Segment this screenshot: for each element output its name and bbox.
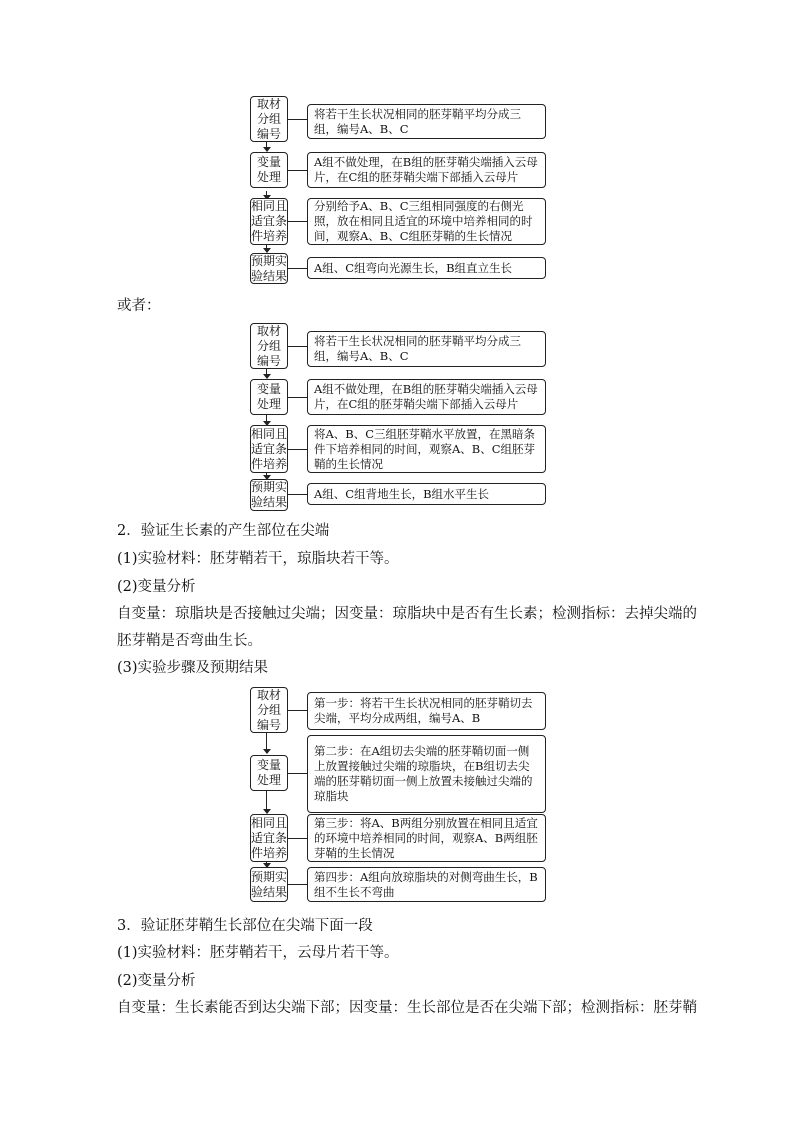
- step-text-box: [307, 257, 546, 279]
- section-3-material: (1)实验材料：胚芽鞘若干，云母片若干等。: [117, 945, 399, 961]
- step-label-text: 变量处理: [256, 758, 281, 787]
- step-label-text: 预期实验结果: [251, 869, 288, 899]
- step-label-text: 预期实验结果: [251, 253, 288, 283]
- section-2-title: 2．验证生长素的产生部位在尖端: [117, 523, 330, 539]
- step-label-text: 相同且适宜条件培养: [251, 199, 288, 243]
- step-label-text: 取材分组编号: [256, 687, 281, 732]
- step-label: [250, 253, 288, 284]
- step-text-box: [307, 483, 546, 505]
- step-text: 将A、B、C三组胚芽鞘水平放置，在黑暗条件下培养相同的时间，观察A、B、C组胚芽鞘的生长情况: [314, 426, 536, 471]
- or-text: 或者：: [117, 298, 161, 314]
- step-connector: [288, 838, 307, 839]
- step-connector: [288, 397, 307, 398]
- section-2-variable-title: (2)变量分析: [117, 579, 196, 595]
- step-text-box: [307, 425, 546, 473]
- step-connector: [288, 119, 307, 120]
- section-2-variable-line2: 胚芽鞘是否弯曲生长。: [117, 633, 262, 649]
- step-text-box: [307, 198, 546, 245]
- flow-arrow-icon: [263, 749, 271, 754]
- step-label-text: 变量处理: [256, 155, 281, 184]
- step-label-text: 取材分组编号: [256, 323, 281, 368]
- step-text: A组不做处理，在B组的胚芽鞘尖端插入云母片，在C组的胚芽鞘尖端下部插入云母片: [314, 155, 538, 184]
- section-2-variable-line1: 自变量：琼脂块是否接触过尖端；因变量：琼脂块中是否有生长素；检测指标：去掉尖端的: [117, 606, 697, 622]
- step-label: [250, 479, 288, 511]
- step-text-box: [307, 104, 546, 139]
- step-text: 第二步：在A组切去尖端的胚芽鞘切面一侧上放置接触过尖端的琼脂块，在B组切去尖端的胚芽鞘切面一侧上放置未接触过尖端的琼脂块: [314, 744, 533, 803]
- step-connector: [288, 710, 307, 711]
- step-connector: [288, 494, 307, 495]
- step-connector: [288, 884, 307, 885]
- step-label: [250, 323, 288, 369]
- step-connector: [288, 221, 307, 222]
- step-label-text: 相同且适宜条件培养: [251, 426, 288, 471]
- step-connector: [288, 170, 307, 171]
- step-text: 分别给予A、B、C三组相同强度的右侧光照，放在相同且适宜的环境中培养相同的时间，观察A、B、C组胚芽鞘的生长情况: [314, 199, 533, 243]
- step-connector: [288, 268, 307, 269]
- step-text-box: [307, 867, 546, 902]
- step-text: 第一步：将若干生长状况相同的胚芽鞘切去尖端，平均分成两组，编号A、B: [314, 696, 533, 725]
- step-connector: [288, 449, 307, 450]
- step-text: 第三步：将A、B两组分别放置在相同且适宜的环境中培养相同的时间，观察A、B两组胚芽鞘的生长情况: [314, 815, 538, 860]
- step-text: 将若干生长状况相同的胚芽鞘平均分成三组，编号A、B、C: [314, 334, 521, 363]
- section-2-material: (1)实验材料：胚芽鞘若干，琼脂块若干等。: [117, 551, 399, 567]
- step-text-box: [307, 735, 546, 813]
- section-2-steps-title: (3)实验步骤及预期结果: [117, 660, 269, 676]
- section-3-variable-title: (2)变量分析: [117, 973, 196, 989]
- step-label: [250, 96, 288, 142]
- step-label: [250, 687, 288, 733]
- step-text: A组不做处理，在B组的胚芽鞘尖端插入云母片，在C组的胚芽鞘尖端下部插入云母片: [314, 382, 538, 411]
- step-text: 将若干生长状况相同的胚芽鞘平均分成三组，编号A、B、C: [314, 106, 521, 136]
- step-text: 第四步：A组向放琼脂块的对侧弯曲生长，B组不生长不弯曲: [314, 869, 538, 899]
- step-connector: [288, 773, 307, 774]
- step-connector: [288, 346, 307, 347]
- step-label: [250, 814, 288, 862]
- section-3-variable-line1: 自变量：生长素能否到达尖端下部；因变量：生长部位是否在尖端下部；检测指标：胚芽鞘: [117, 1000, 697, 1016]
- step-label: [250, 198, 288, 245]
- step-text-box: [307, 379, 546, 415]
- step-text: A组、C组弯向光源生长，B组直立生长: [314, 260, 513, 275]
- step-text-box: [307, 814, 546, 862]
- step-label: [250, 867, 288, 902]
- step-label: [250, 755, 288, 791]
- step-text: A组、C组背地生长，B组水平生长: [314, 486, 490, 501]
- step-label: [250, 152, 288, 188]
- step-label: [250, 425, 288, 473]
- step-label-text: 取材分组编号: [256, 96, 281, 141]
- step-label-text: 相同且适宜条件培养: [251, 815, 288, 860]
- step-text-box: [307, 331, 546, 367]
- step-text-box: [307, 692, 546, 730]
- section-3-title: 3．验证胚芽鞘生长部位在尖端下面一段: [117, 918, 373, 934]
- step-label-text: 变量处理: [256, 382, 281, 411]
- step-text-box: [307, 152, 546, 188]
- step-label-text: 预期实验结果: [251, 480, 288, 509]
- step-label: [250, 379, 288, 415]
